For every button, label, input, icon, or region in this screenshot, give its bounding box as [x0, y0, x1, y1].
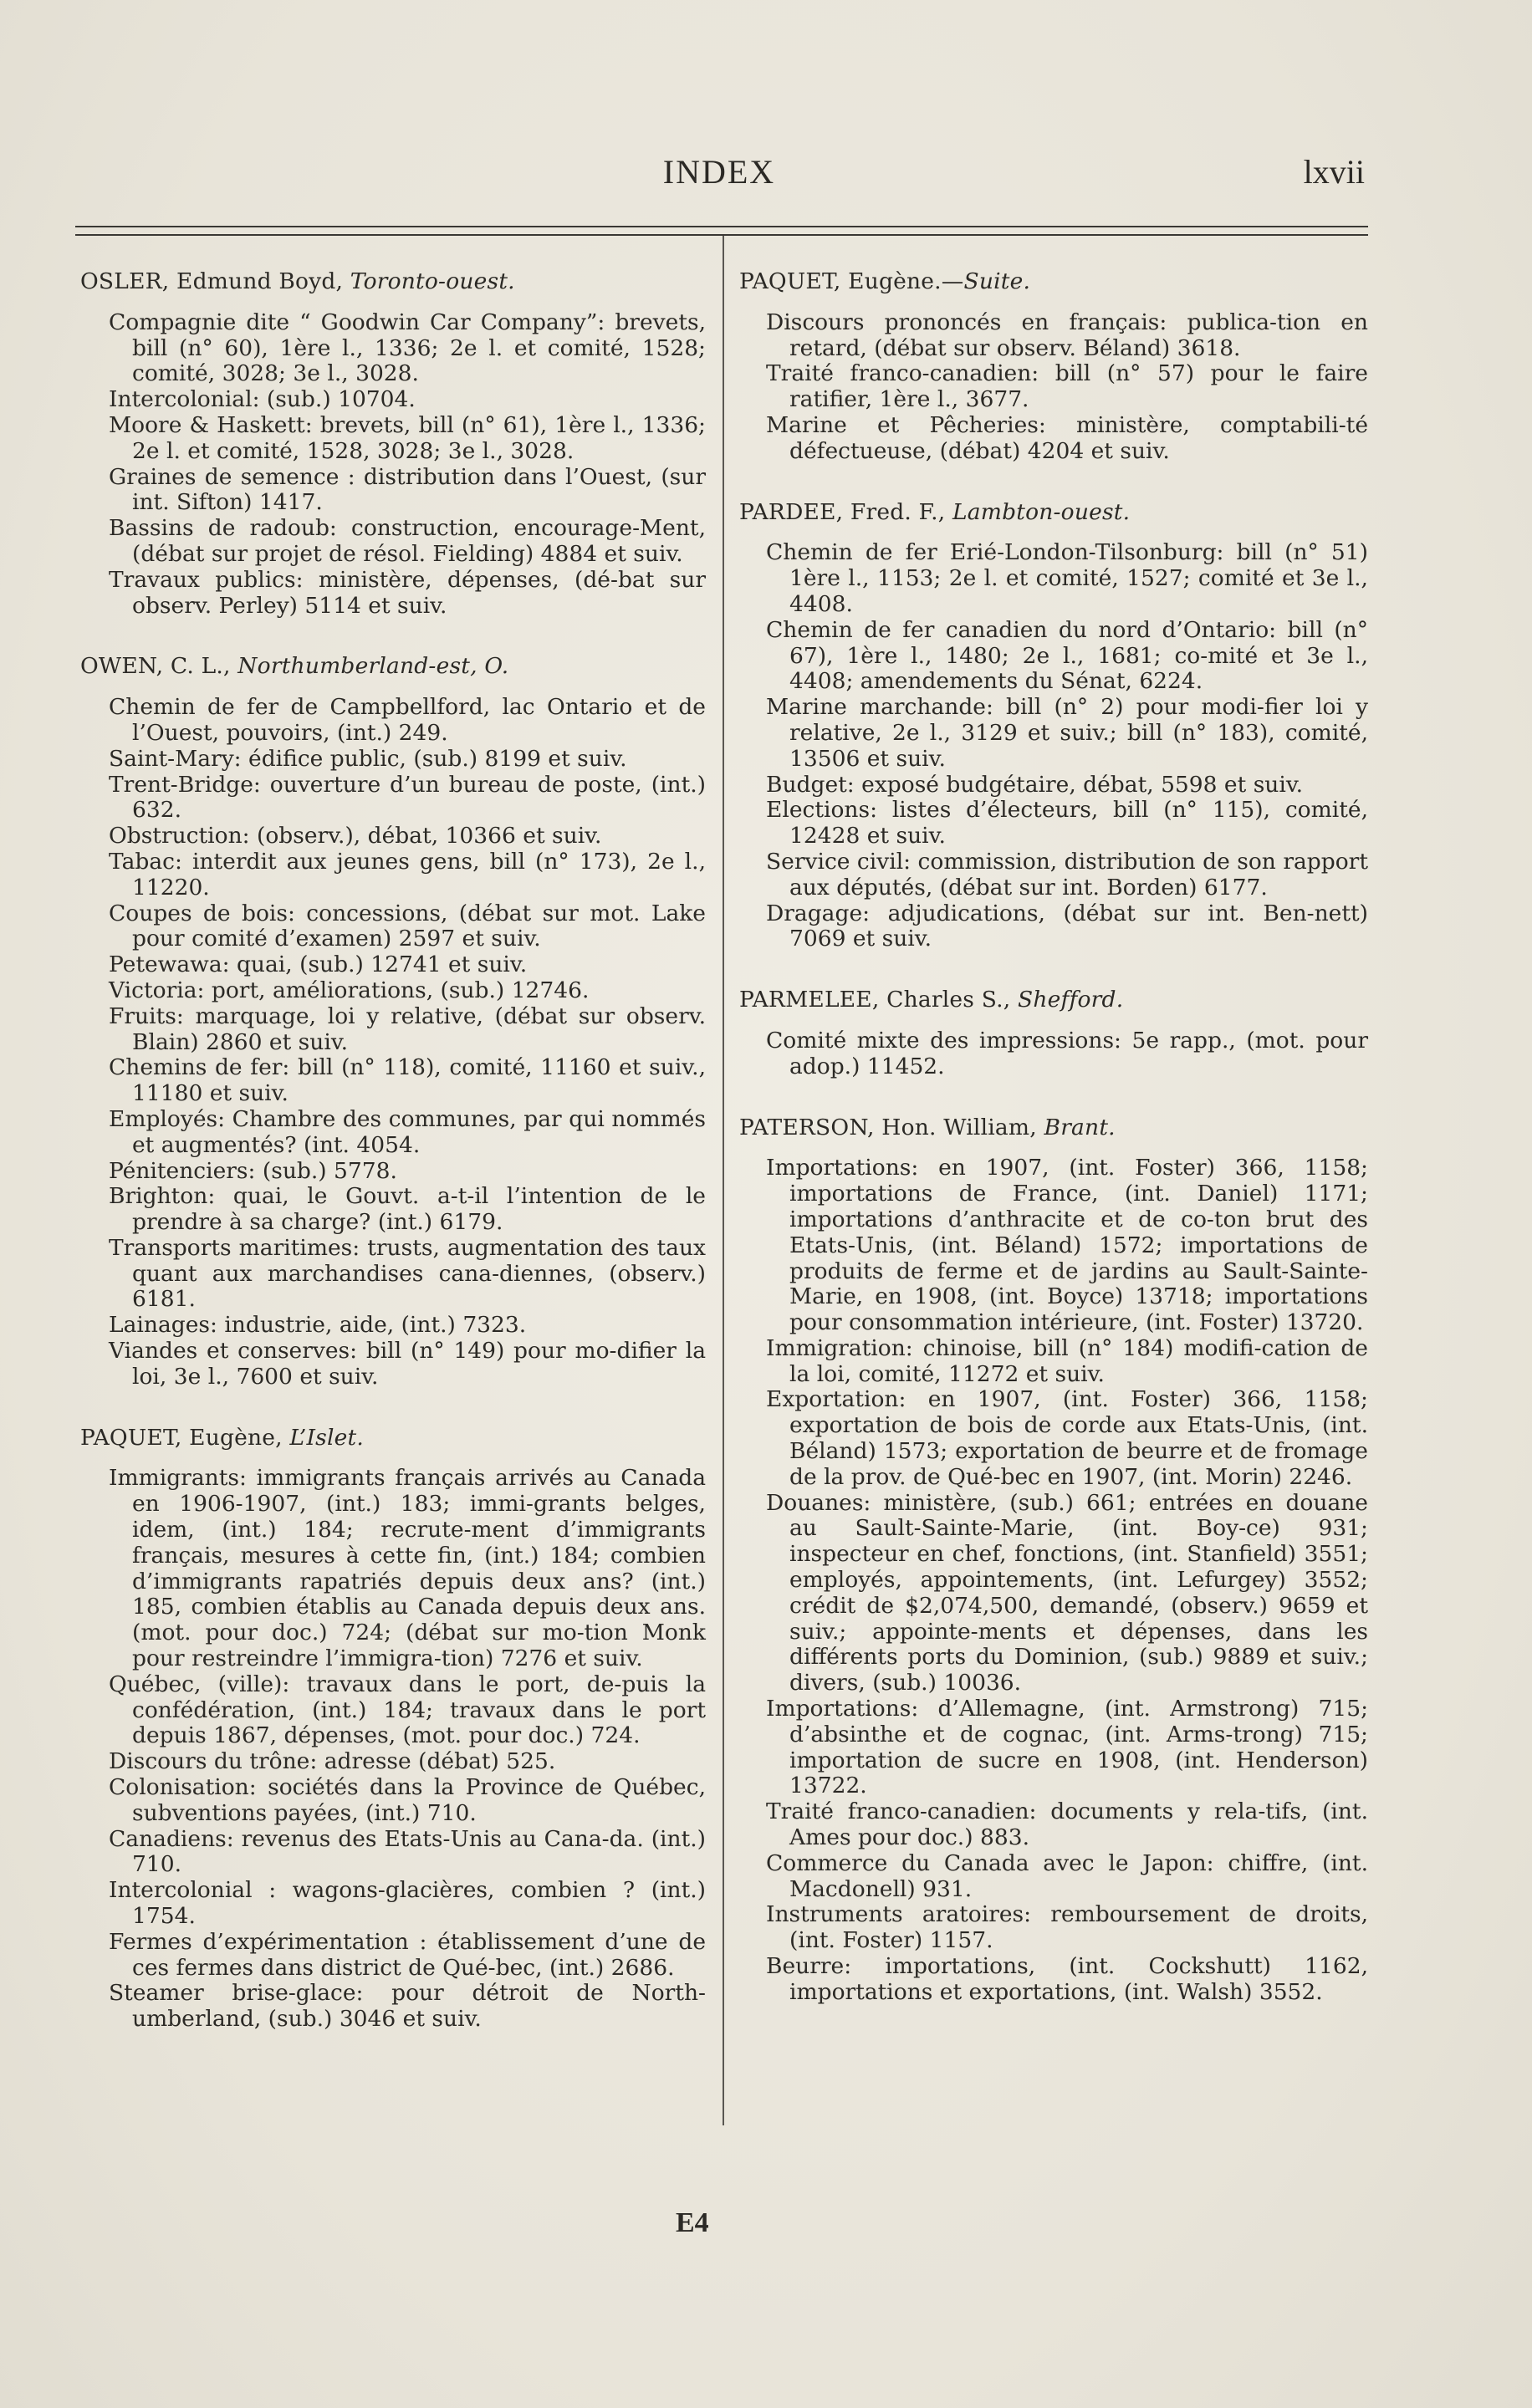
index-item: Chemin de fer Erié-London-Tilsonburg: bill (n° 51) 1ère l., 1153; 2e l. et comité, 1527; comité et 3e l., 4408. — [766, 539, 1368, 617]
entry-heading — [80, 654, 706, 680]
index-item: Employés: Chambre des communes, par qui nommés et augmentés? (int. 4054. — [109, 1105, 706, 1158]
index-entry — [80, 654, 706, 1390]
index-item: Discours prononcés en français: publica-tion en retard, (débat sur observ. Béland) 3618. — [766, 309, 1368, 361]
index-item: Traité franco-canadien: documents y rela-tifs, (int. Ames pour doc.) 883. — [766, 1798, 1368, 1851]
page-number: lxvii — [1303, 153, 1365, 191]
index-item: Importations: en 1907, (int. Foster) 366, 1158; importations de France, (int. Daniel) 1171; importations d’anthracite et de co-ton brut des Etats-Unis, (int. Béland) 1572; importations de produits de ferme et de jardins au Sault-Sainte-Marie, en 1908, (int. Boyce) 13718; importations pour consommation intérieure, (int. Foster) 13720. — [766, 1155, 1368, 1336]
index-item: Transports maritimes: trusts, augmentation des taux quant aux marchandises cana-diennes, (observ.) 6181. — [109, 1234, 706, 1313]
index-item: Marine marchande: bill (n° 2) pour modi-fier loi y relative, 2e l., 3129 et suiv.; bill (n° 183), comité, 13506 et suiv. — [766, 694, 1368, 772]
index-item: Chemin de fer de Campbellford, lac Ontario et de l’Ouest, pouvoirs, (int.) 249. — [109, 694, 706, 746]
index-item: Fermes d’expérimentation : établissement d’une de ces fermes dans district de Qué-bec, (int.) 2686. — [109, 1928, 706, 1981]
index-item: Discours du trône: adresse (débat) 525. — [109, 1748, 556, 1775]
index-item: Marine et Pêcheries: ministère, comptabili-té défectueuse, (débat) 4204 et suiv. — [766, 411, 1368, 464]
index-item: Service civil: commission, distribution de son rapport aux députés, (débat sur int. Borden) 6177. — [766, 848, 1368, 900]
index-item: Québec, (ville): travaux dans le port, de-puis la confédération, (int.) 184; travaux dans le port depuis 1867, dépenses, (mot. pour doc.) 724. — [109, 1671, 706, 1749]
index-item: Travaux publics: ministère, dépenses, (dé-bat sur observ. Perley) 5114 et suiv. — [109, 566, 706, 619]
member-name: OSLER, Edmund Boyd, — [80, 268, 350, 294]
member-name: PARMELEE, Charles S., — [739, 987, 1018, 1013]
index-item: Trent-Bridge: ouverture d’un bureau de poste, (int.) 632. — [109, 771, 706, 824]
member-riding: Brant. — [1044, 1114, 1116, 1140]
index-item: Immigration: chinoise, bill (n° 184) modifi-cation de la loi, comité, 11272 et suiv. — [766, 1334, 1368, 1387]
member-name: PAQUET, Eugène, — [80, 1424, 290, 1451]
member-riding: L’Islet. — [289, 1424, 364, 1451]
index-item: Saint-Mary: édifice public, (sub.) 8199 et suiv. — [109, 745, 627, 772]
member-riding: Shefford. — [1017, 987, 1124, 1013]
signature-mark: E4 — [676, 2207, 709, 2238]
index-entry — [739, 269, 1368, 465]
member-name: PATERSON, Hon. William, — [739, 1114, 1044, 1140]
header-rule-top — [75, 226, 1368, 227]
index-item: Pénitenciers: (sub.) 5778. — [109, 1157, 397, 1184]
index-item: Lainages: industrie, aide, (int.) 7323. — [109, 1312, 527, 1339]
left-column — [80, 269, 706, 2068]
page-title: INDEX — [662, 153, 776, 191]
index-item: Tabac: interdit aux jeunes gens, bill (n° 173), 2e l., 11220. — [109, 848, 706, 900]
index-entry — [739, 500, 1368, 953]
member-riding: Northumberland-est, O. — [237, 653, 509, 680]
index-item: Instruments aratoires: remboursement de droits, (int. Foster) 1157. — [766, 1901, 1368, 1954]
entry-heading — [739, 269, 1368, 295]
member-name: OWEN, C. L., — [80, 653, 238, 680]
index-item: Comité mixte des impressions: 5e rapp., (mot. pour adop.) 11452. — [766, 1027, 1368, 1079]
index-item: Compagnie dite “ Goodwin Car Company”: brevets, bill (n° 60), 1ère l., 1336; 2e l. et comité, 1528; comité, 3028; 3e l., 3028. — [109, 309, 706, 387]
index-item: Fruits: marquage, loi y relative, (débat sur observ. Blain) 2860 et suiv. — [109, 1002, 706, 1055]
index-item: Petewawa: quai, (sub.) 12741 et suiv. — [109, 951, 528, 978]
entry-heading — [739, 500, 1368, 526]
index-item: Colonisation: sociétés dans la Province de Québec, subventions payées, (int.) 710. — [109, 1774, 706, 1826]
member-riding: Suite. — [963, 268, 1031, 294]
header-rule-bottom — [75, 234, 1368, 236]
index-entry — [80, 1426, 706, 2033]
index-item: Graines de semence : distribution dans l’Ouest, (sur int. Sifton) 1417. — [109, 463, 706, 516]
index-item: Canadiens: revenus des Etats-Unis au Cana-da. (int.) 710. — [109, 1825, 706, 1878]
index-item: Coupes de bois: concessions, (débat sur mot. Lake pour comité d’examen) 2597 et suiv. — [109, 900, 706, 952]
index-item: Steamer brise-glace: pour détroit de North-umberland, (sub.) 3046 et suiv. — [109, 1980, 706, 2033]
index-entry — [739, 1115, 1368, 2006]
index-item: Importations: d’Allemagne, (int. Armstrong) 715; d’absinthe et de cognac, (int. Arms-trong) 715; importation de sucre en 1908, (int. Henderson) 13722. — [766, 1696, 1368, 1799]
index-item: Chemin de fer canadien du nord d’Ontario: bill (n° 67), 1ère l., 1480; 2e l., 1681; co-mité et 3e l., 4408; amendements du Sénat, 6224. — [766, 616, 1368, 695]
entry-heading — [739, 987, 1368, 1013]
member-riding: Toronto-ouest. — [350, 268, 515, 294]
right-column — [739, 269, 1368, 2041]
index-item: Victoria: port, améliorations, (sub.) 12746. — [109, 977, 590, 1003]
index-item: Exportation: en 1907, (int. Foster) 366, 1158; exportation de bois de corde aux Etats-Unis, (int. Béland) 1573; exportation de beurre et de fromage de la prov. de Qué-bec en 1907, (int. Morin) 2246. — [766, 1386, 1368, 1490]
index-item: Viandes et conserves: bill (n° 149) pour mo-difier la loi, 3e l., 7600 et suiv. — [109, 1338, 706, 1390]
index-item: Elections: listes d’électeurs, bill (n° 115), comité, 12428 et suiv. — [766, 797, 1368, 849]
index-item: Obstruction: (observ.), débat, 10366 et suiv. — [109, 823, 602, 849]
index-item: Dragage: adjudications, (débat sur int. Ben-nett) 7069 et suiv. — [766, 900, 1368, 952]
index-item: Immigrants: immigrants français arrivés au Canada en 1906-1907, (int.) 183; immi-grants belges, idem, (int.) 184; recrute-ment d’immigrants français, mesures à cette fin, (int.) 184; combien d’immigrants rapatriés depuis deux ans? (int.) 185, combien établis au Canada depuis deux ans. (mot. pour doc.) 724; (débat sur mo-tion Monk pour restreindre l’immigra-tion) 7276 et suiv. — [109, 1465, 706, 1672]
index-item: Budget: exposé budgétaire, débat, 5598 et suiv. — [766, 771, 1304, 798]
index-item: Moore & Haskett: brevets, bill (n° 61), 1ère l., 1336; 2e l. et comité, 1528, 3028; 3e l., 3028. — [109, 411, 706, 464]
index-item: Commerce du Canada avec le Japon: chiffre, (int. Macdonell) 931. — [766, 1849, 1368, 1902]
member-name: PARDEE, Fred. F., — [739, 498, 952, 525]
index-entry — [80, 269, 706, 619]
index-item: Intercolonial : wagons-glacières, combien ? (int.) 1754. — [109, 1877, 706, 1930]
member-riding: Lambton-ouest. — [952, 498, 1131, 525]
entry-heading — [80, 269, 706, 295]
entry-heading — [739, 1115, 1368, 1141]
index-item: Bassins de radoub: construction, encourage-Ment, (débat sur projet de résol. Fielding) 4884 et suiv. — [109, 515, 706, 567]
index-item: Intercolonial: (sub.) 10704. — [109, 386, 416, 413]
entry-heading — [80, 1426, 706, 1451]
index-item: Beurre: importations, (int. Cockshutt) 1162, importations et exportations, (int. Walsh) 3552. — [766, 1953, 1368, 2005]
column-divider — [723, 236, 724, 2125]
index-item: Brighton: quai, le Gouvt. a-t-il l’intention de le prendre à sa charge? (int.) 6179. — [109, 1183, 706, 1236]
index-entry — [739, 987, 1368, 1079]
member-name: PAQUET, Eugène.— — [739, 268, 964, 294]
index-item: Douanes: ministère, (sub.) 661; entrées en douane au Sault-Sainte-Marie, (int. Boy-ce) 931; inspecteur en chef, fonctions, (int. Stanfield) 3551; employés, appointements, (int. Lefurgey) 3552; crédit de $2,074,500, demandé, (observ.) 9659 et suiv.; appointe-ments et dépenses, dans les différents ports du Dominion, (sub.) 9889 et suiv.; divers, (sub.) 10036. — [766, 1489, 1368, 1696]
index-item: Traité franco-canadien: bill (n° 57) pour le faire ratifier, 1ère l., 3677. — [766, 360, 1368, 413]
index-item: Chemins de fer: bill (n° 118), comité, 11160 et suiv., 11180 et suiv. — [109, 1054, 706, 1107]
